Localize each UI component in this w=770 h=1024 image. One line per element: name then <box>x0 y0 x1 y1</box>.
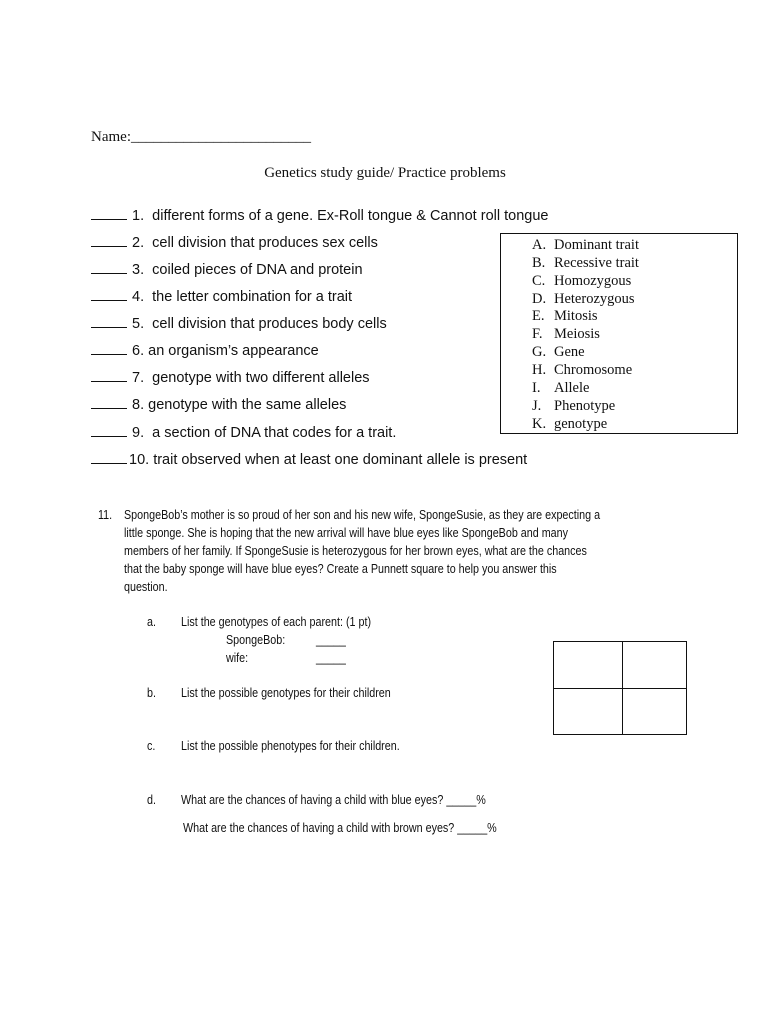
wife-label: wife: <box>226 651 249 665</box>
question-11-line-5: question. <box>124 580 168 594</box>
sub-question-b-text: List the possible genotypes for their children <box>181 686 391 700</box>
page-title: Genetics study guide/ Practice problems <box>264 165 506 181</box>
matching-item-4: 4. the letter combination for a trait <box>91 288 352 305</box>
sub-question-d-letter: d. <box>147 793 156 807</box>
sub-question-a-text: List the genotypes of each parent: (1 pt) <box>181 615 372 629</box>
question-11-line-4: that the baby sponge will have blue eyes? Create a Punnett square to help you answer this <box>124 562 557 576</box>
question-11-line-1: SpongeBob’s mother is so proud of her son and his new wife, SpongeSusie, as they are expecting a <box>124 508 601 522</box>
sub-question-c-letter: c. <box>147 739 156 753</box>
question-11-line-2: little sponge. She is hoping that the new arrival will have blue eyes like SpongeBob and many <box>124 526 569 540</box>
name-field-label: Name:________________________ <box>91 129 311 145</box>
option-a: A. Dominant trait <box>532 237 639 253</box>
matching-item-7: 7. genotype with two different alleles <box>91 369 370 386</box>
sub-question-b-letter: b. <box>147 686 156 700</box>
matching-item-5: 5. cell division that produces body cells <box>91 315 387 332</box>
option-k: K. genotype <box>532 416 608 432</box>
answer-blank[interactable] <box>91 288 127 301</box>
spongebob-label: SpongeBob: <box>226 633 286 647</box>
option-j: J. Phenotype <box>532 398 616 414</box>
answer-options-box <box>500 233 738 434</box>
matching-item-1: 1. different forms of a gene. Ex-Roll tongue & Cannot roll tongue <box>91 207 548 224</box>
option-g: G. Gene <box>532 344 585 360</box>
answer-blank[interactable] <box>91 342 127 355</box>
option-b: B. Recessive trait <box>532 255 639 271</box>
answer-blank[interactable] <box>91 261 127 274</box>
option-d: D. Heterozygous <box>532 291 635 307</box>
answer-blank[interactable] <box>91 315 127 328</box>
sub-question-d-text-2: What are the chances of having a child with brown eyes? _____% <box>183 821 497 835</box>
wife-genotype-blank[interactable]: _____ <box>316 651 346 665</box>
option-h: H. Chromosome <box>532 362 633 378</box>
spongebob-genotype-blank[interactable]: _____ <box>316 633 346 647</box>
option-i: I. Allele <box>532 380 590 396</box>
answer-blank[interactable] <box>91 234 127 247</box>
question-11-number: 11. <box>98 508 113 522</box>
matching-item-10: 10. trait observed when at least one dominant allele is present <box>91 451 527 468</box>
answer-blank[interactable] <box>91 369 127 382</box>
matching-item-2: 2. cell division that produces sex cells <box>91 234 378 251</box>
sub-question-c-text: List the possible phenotypes for their children. <box>181 739 400 753</box>
option-e: E. Mitosis <box>532 308 598 324</box>
matching-item-3: 3. coiled pieces of DNA and protein <box>91 261 363 278</box>
answer-blank[interactable] <box>91 207 127 220</box>
question-11-line-3: members of her family. If SpongeSusie is heterozygous for her brown eyes, what are the chances <box>124 544 587 558</box>
punnett-square[interactable] <box>553 641 687 735</box>
option-c: C. Homozygous <box>532 273 632 289</box>
answer-blank[interactable] <box>91 396 127 409</box>
matching-item-6: 6. an organism’s appearance <box>91 342 319 359</box>
punnett-horizontal-divider <box>554 688 686 689</box>
sub-question-d-text-1: What are the chances of having a child with blue eyes? _____% <box>181 793 486 807</box>
sub-question-a-letter: a. <box>147 615 156 629</box>
matching-item-8: 8. genotype with the same alleles <box>91 396 346 413</box>
option-f: F. Meiosis <box>532 326 600 342</box>
matching-item-9: 9. a section of DNA that codes for a trait. <box>91 424 396 441</box>
answer-blank[interactable] <box>91 451 127 464</box>
answer-blank[interactable] <box>91 424 127 437</box>
